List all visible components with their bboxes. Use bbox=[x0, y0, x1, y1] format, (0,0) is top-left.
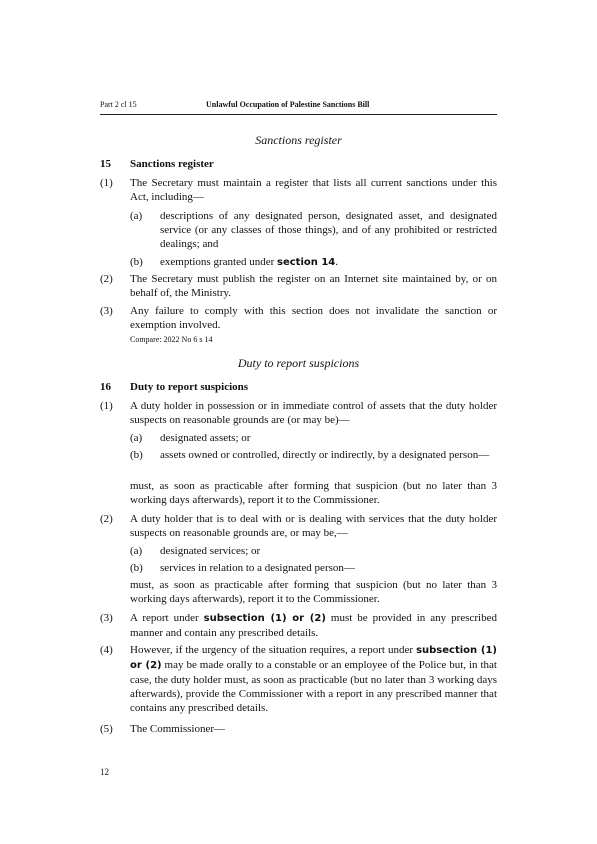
continuation-text: must, as soon as practicable after forming that suspicion (but no later than 3 working days afterwards), report it to the Commissioner. bbox=[130, 480, 497, 506]
subsection-text bbox=[130, 611, 497, 640]
bill-title: Unlawful Occupation of Palestine Sanctions Bill bbox=[206, 100, 370, 109]
paragraph-text bbox=[160, 255, 497, 270]
subsection-text: Any failure to comply with this section does not invalidate the sanction or exemption involved. bbox=[130, 305, 497, 331]
paragraph-label: (a) bbox=[130, 432, 143, 444]
subsection-text: The Secretary must publish the register on an Internet site maintained by, or on behalf of, the Ministry. bbox=[130, 273, 497, 299]
group-heading-sanctions-register: Sanctions register bbox=[255, 133, 342, 147]
subsection-text: The Commissioner— bbox=[130, 723, 226, 735]
part-reference: Part 2 cl 15 bbox=[100, 100, 137, 109]
paragraph-label: (b) bbox=[130, 256, 143, 268]
compare-note: Compare: 2022 No 6 s 14 bbox=[130, 335, 213, 344]
section-number: 15 bbox=[100, 158, 111, 170]
paragraph-label: (a) bbox=[130, 210, 143, 222]
page-number: 12 bbox=[100, 767, 109, 777]
paragraph-text: designated services; or bbox=[160, 545, 261, 557]
subsection-text-part: A report under bbox=[130, 612, 204, 624]
paragraph-text: designated assets; or bbox=[160, 432, 251, 444]
group-heading-duty-to-report: Duty to report suspicions bbox=[237, 356, 360, 370]
subsection-text-part: may be made orally to a constable or an employee of the Police but, in that case, the duty holder must, as soon as practicable (but no later than 3 working days afterwards), provide the Commissioner with a report in any prescribed manner that contains any prescribed details. bbox=[130, 659, 497, 714]
subsection-label: (1) bbox=[100, 177, 113, 189]
paragraph-text: descriptions of any designated person, designated asset, and designated service (or any classes of those things), and of any prohibited or restricted dealings; and bbox=[160, 210, 497, 250]
paragraph-text: services in relation to a designated person— bbox=[160, 562, 355, 574]
subsection-text-part: However, if the urgency of the situation requires, a report under bbox=[130, 644, 417, 656]
subsection-text: A duty holder that is to deal with or is dealing with services that the duty holder suspects on reasonable grounds are, or may be,— bbox=[130, 513, 497, 539]
subsection-text: A duty holder in possession or in immediate control of assets that the duty holder suspects on reasonable grounds are (or may be)— bbox=[130, 400, 497, 426]
cross-reference-link[interactable]: subsection (1) or (2) bbox=[203, 613, 326, 624]
paragraph-text: assets owned or controlled, directly or indirectly, by a designated person— bbox=[160, 449, 490, 461]
subsection-label: (2) bbox=[100, 273, 113, 285]
section-number: 16 bbox=[100, 381, 111, 393]
subsection-label: (5) bbox=[100, 723, 113, 735]
subsection-text bbox=[130, 643, 497, 715]
cross-reference-link[interactable]: section 14 bbox=[277, 257, 336, 268]
subsection-label: (3) bbox=[100, 305, 113, 317]
paragraph-text-part: exemptions granted under bbox=[160, 256, 277, 268]
subsection-label: (1) bbox=[100, 400, 113, 412]
subsection-label: (3) bbox=[100, 612, 113, 624]
paragraph-label: (b) bbox=[130, 449, 143, 461]
subsection-label: (2) bbox=[100, 513, 113, 525]
continuation-text: must, as soon as practicable after forming that suspicion (but no later than 3 working days afterwards), report it to the Commissioner. bbox=[130, 579, 497, 605]
cross-reference-link[interactable]: subsection (1) or (2) bbox=[130, 645, 497, 671]
section-title: Sanctions register bbox=[130, 158, 214, 170]
section-title: Duty to report suspicions bbox=[130, 381, 249, 393]
subsection-label: (4) bbox=[100, 644, 113, 656]
subsection-text: The Secretary must maintain a register that lists all current sanctions under this Act, including— bbox=[130, 177, 497, 203]
paragraph-text-part: . bbox=[335, 256, 339, 268]
paragraph-label: (b) bbox=[130, 562, 143, 574]
paragraph-label: (a) bbox=[130, 545, 143, 557]
subsection-text-part: must be provided in any prescribed manner and contain any prescribed details. bbox=[130, 612, 497, 639]
running-header bbox=[100, 98, 497, 115]
